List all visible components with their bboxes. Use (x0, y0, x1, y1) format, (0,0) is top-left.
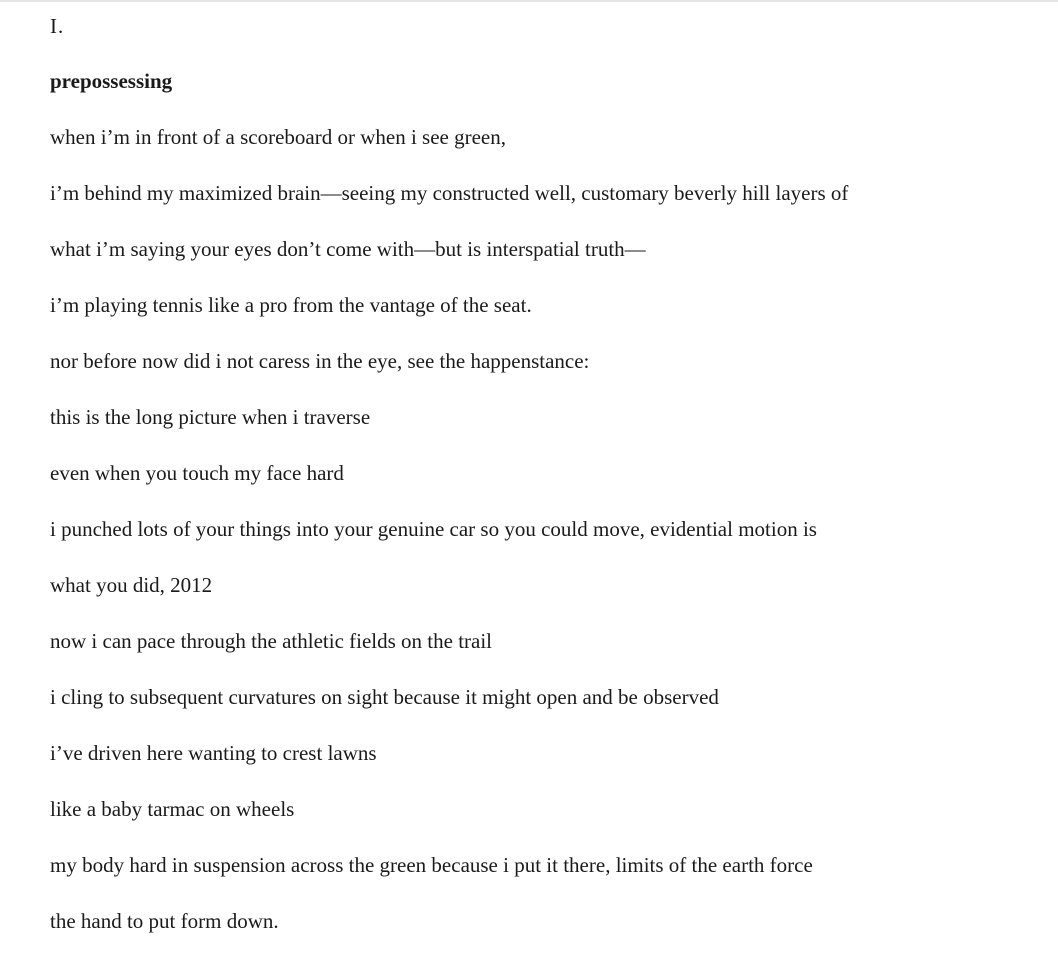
poem-line: i’m behind my maximized brain—seeing my constructed well, customary beverly hill layers of (50, 181, 849, 205)
poem-line: nor before now did i not caress in the eye, see the happenstance: (50, 349, 590, 373)
poem-line: this is the long picture when i traverse (50, 405, 371, 429)
poem-title: prepossessing (50, 69, 173, 93)
poem-line: what you did, 2012 (50, 573, 213, 597)
poem-body (50, 123, 848, 963)
poem-line: now i can pace through the athletic fields on the trail (50, 629, 493, 653)
section-number: I. (50, 14, 65, 38)
poem-line: what i’m saying your eyes don’t come with—but is interspatial truth— (50, 237, 646, 261)
poem-line: when i’m in front of a scoreboard or when i see green, (50, 125, 507, 149)
poem-line: i punched lots of your things into your genuine car so you could move, evidential motion is (50, 517, 817, 541)
poem-line: my body hard in suspension across the green because i put it there, limits of the earth force (50, 853, 813, 877)
poem-line: i’ve driven here wanting to crest lawns (50, 741, 377, 765)
poem-line: like a baby tarmac on wheels (50, 797, 295, 821)
poem-line: i cling to subsequent curvatures on sight because it might open and be observed (50, 685, 719, 709)
poem-line: the hand to put form down. (50, 909, 279, 933)
poem-line: i’m playing tennis like a pro from the vantage of the seat. (50, 293, 532, 317)
poem-line: even when you touch my face hard (50, 461, 344, 485)
top-divider (0, 0, 1058, 2)
